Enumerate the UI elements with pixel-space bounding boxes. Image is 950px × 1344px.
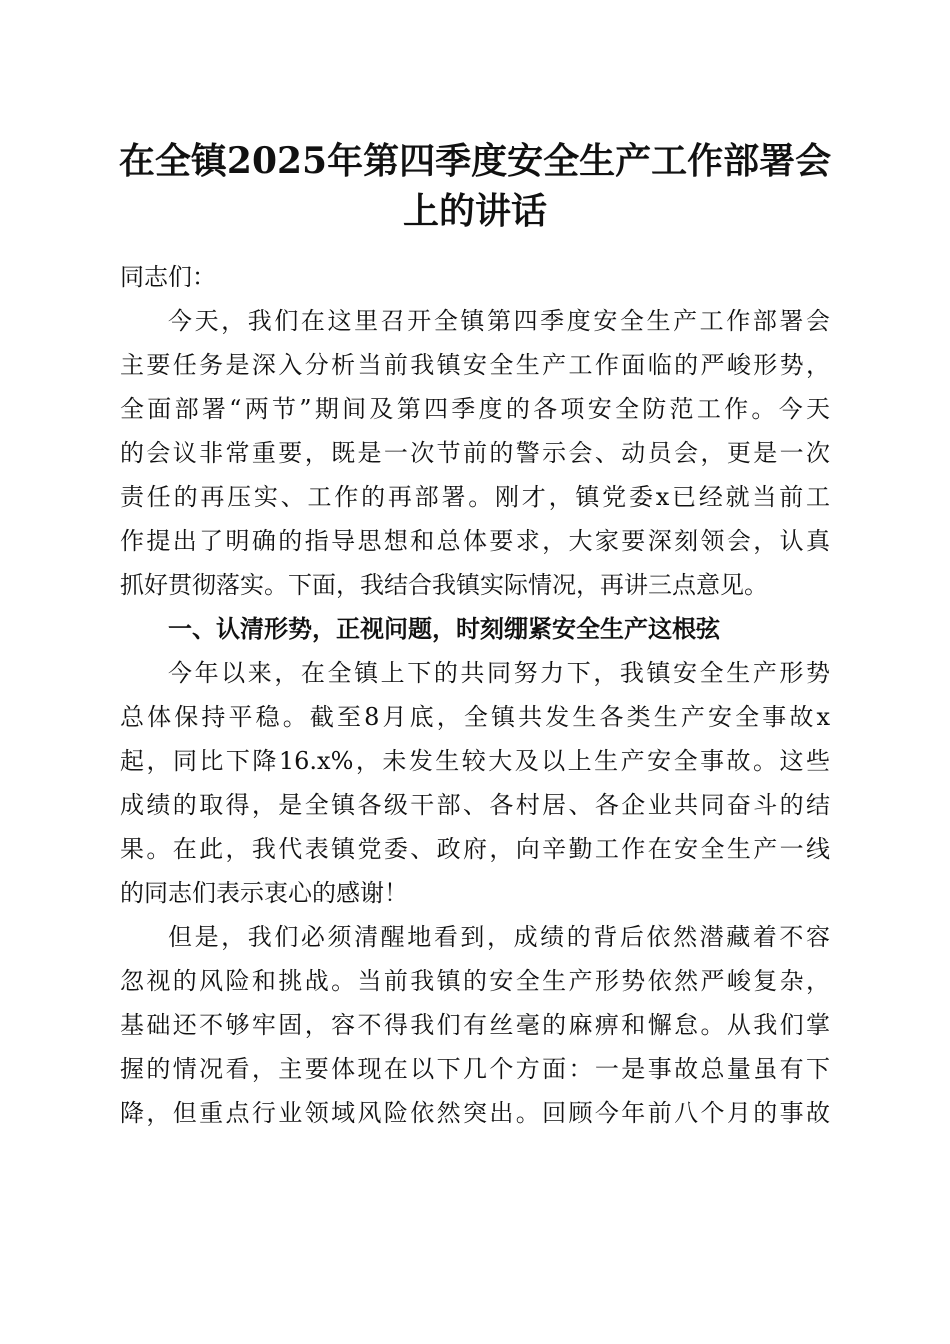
paragraph-risks [120, 915, 830, 1135]
text-line: 全面部署“两节”期间及第四季度的各项安全防范工作。今天 [120, 395, 830, 423]
text-line: 抓好贯彻落实。下面，我结合我镇实际情况，再讲三点意见。 [120, 571, 768, 599]
text-line: 降，但重点行业领域风险依然突出。回顾今年前八个月的事故 [120, 1099, 830, 1127]
title-line-1: 在全镇2025年第四季度安全生产工作部署会 [118, 140, 832, 182]
page-title [100, 136, 850, 236]
text-line: 今天，我们在这里召开全镇第四季度安全生产工作部署会 [168, 307, 830, 335]
text-line: 忽视的风险和挑战。当前我镇的安全生产形势依然严峻复杂， [120, 967, 830, 995]
text-line: 今年以来，在全镇上下的共同努力下，我镇安全生产形势 [168, 659, 830, 687]
text-line: 起，同比下降16.x%，未发生较大及以上生产安全事故。这些 [120, 747, 830, 775]
text-line: 果。在此，我代表镇党委、政府，向辛勤工作在安全生产一线 [120, 835, 830, 863]
title-line-2: 上的讲话 [402, 190, 547, 232]
text-line: 主要任务是深入分析当前我镇安全生产工作面临的严峻形势， [120, 351, 830, 379]
text-line: 的同志们表示衷心的感谢！ [120, 879, 408, 907]
text-line: 总体保持平稳。截至8月底，全镇共发生各类生产安全事故x [120, 703, 830, 731]
text-line: 握的情况看，主要体现在以下几个方面：一是事故总量虽有下 [120, 1055, 830, 1083]
section-heading-1: 一、认清形势，正视问题，时刻绷紧安全生产这根弦 [168, 615, 720, 643]
text-line: 责任的再压实、工作的再部署。刚才，镇党委x已经就当前工 [120, 483, 830, 511]
speech-body [120, 255, 830, 1135]
salutation: 同志们： [120, 263, 216, 291]
text-line: 基础还不够牢固，容不得我们有丝毫的麻痹和懈怠。从我们掌 [120, 1011, 830, 1039]
paragraph-achievements [120, 651, 830, 915]
text-line: 成绩的取得，是全镇各级干部、各村居、各企业共同奋斗的结 [120, 791, 830, 819]
text-line: 的会议非常重要，既是一次节前的警示会、动员会，更是一次 [120, 439, 830, 467]
text-line: 作提出了明确的指导思想和总体要求，大家要深刻领会，认真 [120, 527, 830, 555]
paragraph-intro [120, 299, 830, 607]
text-line: 但是，我们必须清醒地看到，成绩的背后依然潜藏着不容 [168, 923, 830, 951]
